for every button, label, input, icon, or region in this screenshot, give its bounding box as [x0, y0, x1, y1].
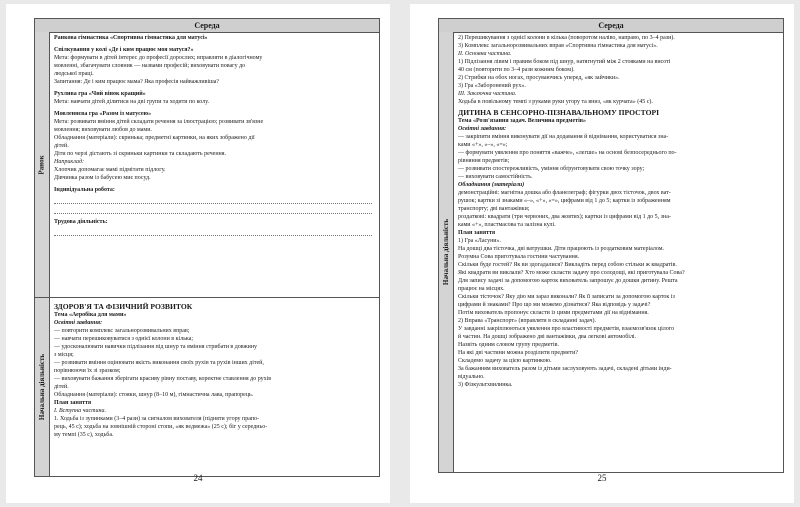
text-line: Ходьба в повільному темпі з руками руки угору та вниз, «як курчата» (45 с).	[458, 99, 653, 105]
text-line: 40 см (повторити по 3–4 рази кожним боком).	[458, 67, 575, 73]
page-header: Середа	[34, 18, 380, 33]
text-line: План заняття	[54, 400, 92, 406]
text-line: За бажанням вихователь разом із дітьми заслуховують задачі, складені дітьми інди-	[458, 366, 672, 372]
text-line: — розвивати вміння оцінювати якість виконання своїх рухів та рухів інших дітей,	[54, 360, 264, 366]
dotted-line	[54, 194, 372, 204]
side-label-cell	[35, 298, 50, 476]
section-heading: ДИТИНА В СЕНСОРНО-ПІЗНАВАЛЬНОМУ ПРОСТОРІ	[458, 108, 660, 117]
morning-content	[54, 34, 376, 296]
page-number: 24	[193, 473, 203, 483]
text-line: му темпі (35 с), ходьба.	[54, 432, 114, 438]
text-line: 3) Фізкультхвилинка.	[458, 382, 513, 388]
text-line: 2) Стрибки на обох ногах, просуваючись уперед, «як зайчики».	[458, 75, 620, 81]
text-line: ками «+», «–», «=»;	[458, 142, 508, 148]
text-line: 3) Комплекс загальнорозвивальних вправ «Спортивна гімнастика для матусі».	[458, 43, 658, 49]
text-line: На які дві частини можна розділити предмети?	[458, 350, 578, 356]
text-line: Дівчинка разом із бабусею миє посуд.	[54, 175, 151, 181]
left-page	[6, 4, 390, 503]
text-line: Запитання: Де і ким працює мама? Яка професія найважливіша?	[54, 79, 220, 85]
text-line: мовленні, збагачувати словник — назвами професій; виховувати повагу до	[54, 63, 246, 69]
text-line: Які квадрати ви виклали? Хто може скласти задачу про солодощі, які приготувала Сова?	[458, 270, 685, 276]
text-line: дітей.	[54, 384, 69, 390]
text-line: рівняння предметів;	[458, 158, 510, 164]
side-label: Начальна діяльність	[38, 353, 46, 421]
text-line: Спілкування у колі «Де і ким працює моя матуся?»	[54, 47, 194, 53]
text-line: Діти по черзі дістають зі скриньки картинки та складають речення.	[54, 151, 227, 157]
side-label: Начальна діяльність	[442, 218, 450, 286]
text-line: Скільки тісточок? Яку дію ми зараз виконали? Як її записати за допомогою карток із	[458, 294, 675, 300]
text-line: У завданні закріплюються уявлення про властивості предметів, взаємозв'язок цілого	[458, 326, 675, 332]
text-line: Тема «Аеробіка для мами»	[54, 312, 127, 318]
text-line: Для запису задачі за допомогою карток вихователь запрошує до дошки дитину. Решта	[458, 278, 678, 284]
text-line: Назвіть одним словом групу предметів.	[458, 342, 559, 348]
text-line: I. Вступна частина.	[54, 408, 106, 414]
text-line: демонстраційні: магнітна дошка або фланелеграф; фігурки двох тісточок, двох ват-	[458, 190, 671, 196]
text-line: Освітні завдання:	[54, 320, 103, 326]
text-line: транспорту; дві вантажівки;	[458, 206, 530, 212]
text-line: Скільки буде гостей? Як ви здогадалися? Викладіть перед собою стільки ж квадратів.	[458, 262, 677, 268]
text-line: Складемо задачу за цією картинкою.	[458, 358, 552, 364]
morning-block	[34, 32, 380, 298]
text-line: — удосконалювати навички підлізання під шнур та вміння стрибати в довжину	[54, 344, 258, 350]
text-line: ками «+», пластмасова та залізна кулі.	[458, 222, 556, 228]
activity-content	[54, 300, 376, 475]
activity-content	[458, 34, 780, 471]
text-line: — навчати перешиковуватися з однієї колони в кілька;	[54, 336, 194, 342]
text-line: План заняття	[458, 230, 496, 236]
text-line: — повторити комплекс загальнорозвивальних вправ;	[54, 328, 190, 334]
text-line: — виховувати самостійність.	[458, 174, 533, 180]
text-line: — формувати уявлення про поняття «важче», «легше» на основі безпосереднього по-	[458, 150, 677, 156]
text-line: цифрами й знаками? Про що ми можемо дізнатися? Яка відповідь у задачі?	[458, 302, 651, 308]
text-line: працює на місцях.	[458, 286, 505, 292]
text-line: Розумна Сова приготувала гостини частування.	[458, 254, 580, 260]
text-line: На дошці два тісточка, дві ватрушки. Діти працюють із роздатковим матеріалом.	[458, 246, 665, 252]
text-line: Трудова діяльність:	[54, 219, 108, 225]
text-line: III. Заключна частина.	[458, 91, 517, 97]
text-line: рець, 45 с); ходьба на зовнішній стороні стопи, «як ведмежа» (25 с); біг у середньо-	[54, 424, 268, 430]
text-line: — виховувати бажання зберігати красиву рівну поставу, коректне ставлення до рухів	[54, 376, 272, 382]
activity-block	[34, 298, 380, 477]
text-line: — розвивати спостережливість, уміння обґрунтовувати свою точку зору;	[458, 166, 645, 172]
text-line: Потім вихователь пропонує скласти із цими предметами дії на віднімання.	[458, 310, 649, 316]
dotted-line	[54, 204, 372, 214]
text-line: людської праці.	[54, 71, 94, 77]
text-line: Мета: навчати дітей ділитися на дві групи та ходити по колу.	[54, 99, 210, 105]
text-line: Обладнання (матеріали): скринька; предметні картинки, на яких зображено дії	[54, 135, 255, 141]
text-line: Мета: розвивати вміння дітей складати речення за ілюстрацією; розвивати зв'язне	[54, 119, 264, 125]
side-label-cell	[35, 32, 50, 297]
text-line: дітей.	[54, 143, 69, 149]
text-line: 1. Ходьба із зупинками (3–4 рази) за сигналом вихователя (підняти угору прапо-	[54, 416, 259, 422]
text-line: 1) Гра «Ласуни».	[458, 238, 501, 244]
text-line: відуально.	[458, 374, 485, 380]
text-line: Індивідуальна робота:	[54, 187, 115, 193]
text-line: Мовленнєва гра «Разом із матусею»	[54, 111, 152, 117]
text-line: з місця;	[54, 352, 74, 358]
text-line: 2) Перешикування з однієї колони в кілька (поворотом наліво, направо, по 3–4 рази).	[458, 35, 675, 41]
section-heading: ЗДОРОВ'Я ТА ФІЗИЧНИЙ РОЗВИТОК	[54, 302, 193, 311]
text-line: Рухлива гра «Чий вінок кращий»	[54, 91, 146, 97]
text-line: 1) Підлізання лівим і правим боком під шнур, натягнутий між 2 стояками на висоті	[458, 59, 671, 65]
divider	[34, 297, 380, 298]
text-line: — закріпити вміння виконувати дії на додавання й віднімання, користуватися зна-	[458, 134, 669, 140]
text-line: 3) Гра «Заборонений рух».	[458, 83, 526, 89]
text-line: Тема «Розв'язання задач. Величина предметів»	[458, 118, 587, 124]
text-line: й частин. На дошці зображено дві вантажівки, два легкові автомобілі.	[458, 334, 637, 340]
activity-block	[438, 32, 784, 473]
side-label: Ранок	[38, 154, 46, 175]
text-line: Обладнання (матеріали): стояки, шнур (8–10 м), гімнастична лава, прапорець.	[54, 392, 254, 398]
text-line: рушок; картки зі знаками «–», «+», «=», цифрами від 1 до 5; картки із зображенням	[458, 198, 671, 204]
page-number: 25	[597, 473, 607, 483]
text-line: 2) Вправа «Транспорт» (вправляти в складанні задач).	[458, 318, 596, 324]
text-line: мовлення; виховувати любов до мами.	[54, 127, 152, 133]
text-line: Хлопчик допомагає мамі підмітати підлогу.	[54, 167, 166, 173]
text-line: Освітні завдання:	[458, 126, 507, 132]
text-line: роздаткові: квадрати (три червоних, два жовтих); картки із цифрами від 1 до 5, зна-	[458, 214, 671, 220]
text-line: Ранкова гімнастика «Спортивна гімнастика для матусі»	[54, 35, 208, 41]
text-line: Мета: формувати в дітей інтерес до професії дорослих; вправляти в діалогічному	[54, 55, 263, 61]
dotted-line	[54, 226, 372, 236]
text-line: порівнюючи їх зі зразком;	[54, 368, 121, 374]
side-label-cell	[439, 32, 454, 472]
text-line: Наприклад:	[54, 159, 84, 165]
page-header: Середа	[438, 18, 784, 33]
text-line: II. Основна частина.	[458, 51, 512, 57]
text-line: Обладнання (матеріали)	[458, 182, 525, 188]
right-page	[410, 4, 794, 503]
